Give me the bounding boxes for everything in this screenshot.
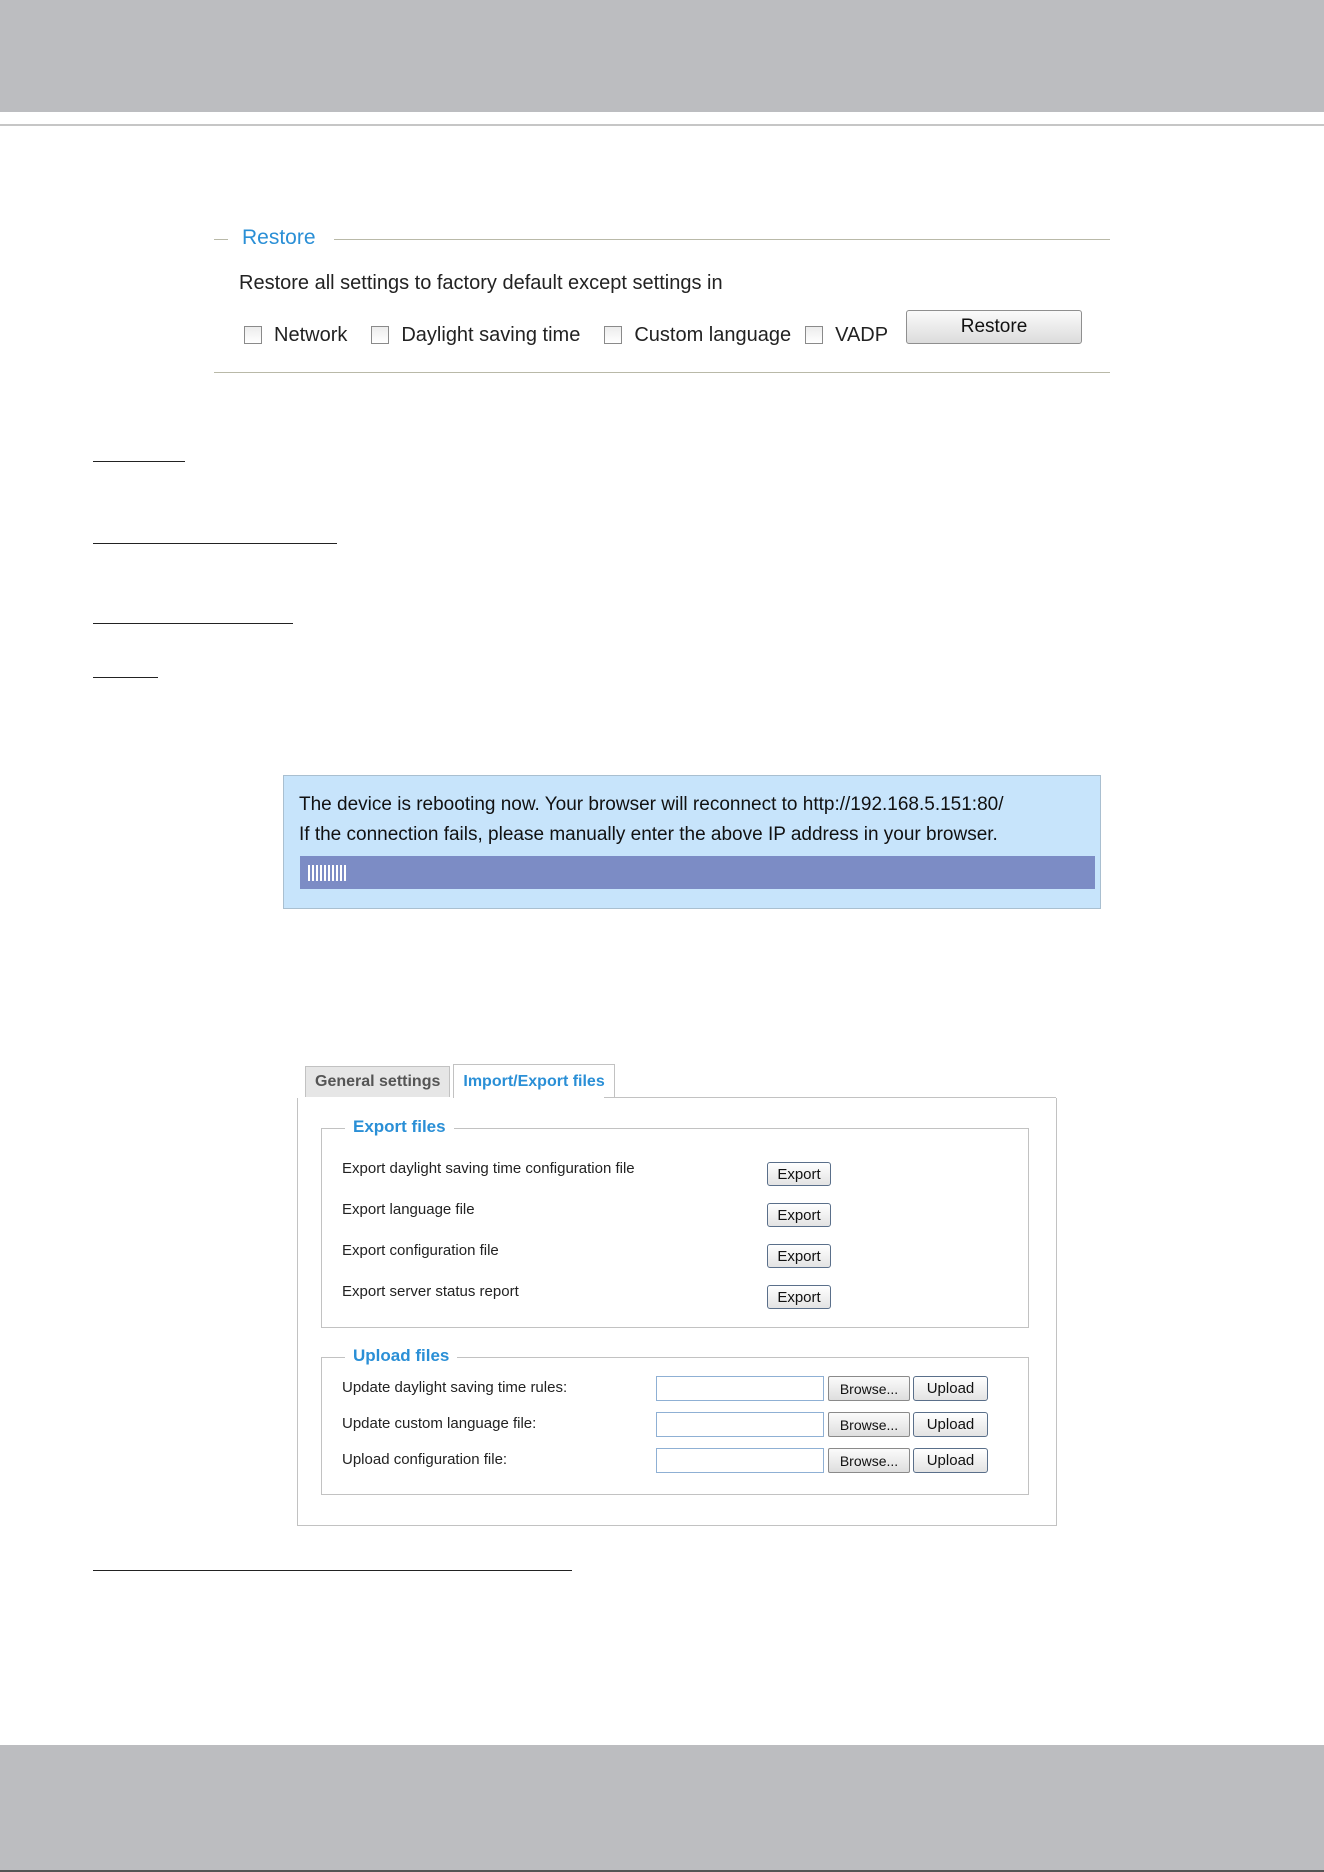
heading-underline bbox=[93, 1570, 572, 1571]
restore-button[interactable]: Restore bbox=[906, 310, 1082, 344]
export-status-report-button[interactable]: Export bbox=[767, 1285, 831, 1309]
reboot-progress-tick bbox=[340, 865, 342, 881]
reboot-progress-tick bbox=[324, 865, 326, 881]
heading-underline bbox=[93, 677, 158, 678]
reboot-progress-tick bbox=[312, 865, 314, 881]
daylight-saving-checkbox[interactable] bbox=[371, 326, 389, 344]
fieldset-border bbox=[214, 239, 228, 240]
restore-fieldset bbox=[214, 222, 1110, 374]
reboot-message bbox=[283, 775, 1101, 909]
upload-dst-upload-button[interactable]: Upload bbox=[913, 1376, 988, 1401]
vadp-checkbox-label: VADP bbox=[835, 323, 889, 346]
header-band bbox=[0, 0, 1324, 112]
export-config-button[interactable]: Export bbox=[767, 1244, 831, 1268]
tab-bar bbox=[305, 1065, 618, 1099]
upload-config-upload-button[interactable]: Upload bbox=[913, 1448, 988, 1473]
fieldset-border bbox=[214, 372, 1110, 373]
export-dst-label: Export daylight saving time configuration file bbox=[342, 1160, 635, 1177]
vadp-checkbox[interactable] bbox=[805, 326, 823, 344]
export-files-legend: Export files bbox=[345, 1117, 454, 1137]
heading-underline bbox=[93, 461, 185, 462]
fieldset-border bbox=[334, 239, 1110, 240]
upload-language-browse-button[interactable]: Browse... bbox=[828, 1412, 910, 1437]
reboot-progress-tick bbox=[308, 865, 310, 881]
heading-underline bbox=[93, 623, 293, 624]
upload-dst-file-field[interactable] bbox=[656, 1376, 824, 1401]
upload-language-label: Update custom language file: bbox=[342, 1415, 537, 1432]
reboot-text-line2: If the connection fails, please manually enter the above IP address in your browser. bbox=[299, 824, 998, 845]
upload-config-file-field[interactable] bbox=[656, 1448, 824, 1473]
reboot-progress-tick bbox=[320, 865, 322, 881]
custom-language-checkbox-label: Custom language bbox=[634, 323, 792, 346]
upload-dst-label: Update daylight saving time rules: bbox=[342, 1379, 568, 1396]
footer-band bbox=[0, 1745, 1324, 1872]
network-checkbox[interactable] bbox=[244, 326, 262, 344]
reboot-progress-tick bbox=[336, 865, 338, 881]
upload-config-label: Upload configuration file: bbox=[342, 1451, 508, 1468]
export-status-report-label: Export server status report bbox=[342, 1283, 519, 1300]
tab-import-export-files[interactable]: Import/Export files bbox=[453, 1064, 614, 1098]
restore-exceptions bbox=[244, 318, 912, 352]
restore-legend: Restore bbox=[242, 226, 316, 249]
header-divider bbox=[0, 124, 1324, 126]
reboot-progress-fill bbox=[308, 865, 346, 881]
reboot-progress-tick bbox=[316, 865, 318, 881]
upload-dst-browse-button[interactable]: Browse... bbox=[828, 1376, 910, 1401]
heading-underline bbox=[93, 543, 337, 544]
restore-description: Restore all settings to factory default except settings in bbox=[239, 272, 723, 294]
upload-language-file-field[interactable] bbox=[656, 1412, 824, 1437]
reboot-progress-tick bbox=[344, 865, 346, 881]
network-checkbox-label: Network bbox=[274, 323, 348, 346]
reboot-text-line1: The device is rebooting now. Your browser will reconnect to http://192.168.5.151:80/ bbox=[299, 794, 1004, 815]
custom-language-checkbox[interactable] bbox=[604, 326, 622, 344]
export-language-label: Export language file bbox=[342, 1201, 475, 1218]
upload-language-upload-button[interactable]: Upload bbox=[913, 1412, 988, 1437]
reboot-progress-tick bbox=[328, 865, 330, 881]
daylight-saving-checkbox-label: Daylight saving time bbox=[401, 323, 581, 346]
upload-files-legend: Upload files bbox=[345, 1346, 457, 1366]
export-language-button[interactable]: Export bbox=[767, 1203, 831, 1227]
reboot-progress-tick bbox=[332, 865, 334, 881]
reboot-progress-bar bbox=[300, 856, 1095, 889]
export-config-label: Export configuration file bbox=[342, 1242, 499, 1259]
upload-config-browse-button[interactable]: Browse... bbox=[828, 1448, 910, 1473]
tab-general-settings[interactable]: General settings bbox=[305, 1066, 450, 1097]
export-dst-button[interactable]: Export bbox=[767, 1162, 831, 1186]
